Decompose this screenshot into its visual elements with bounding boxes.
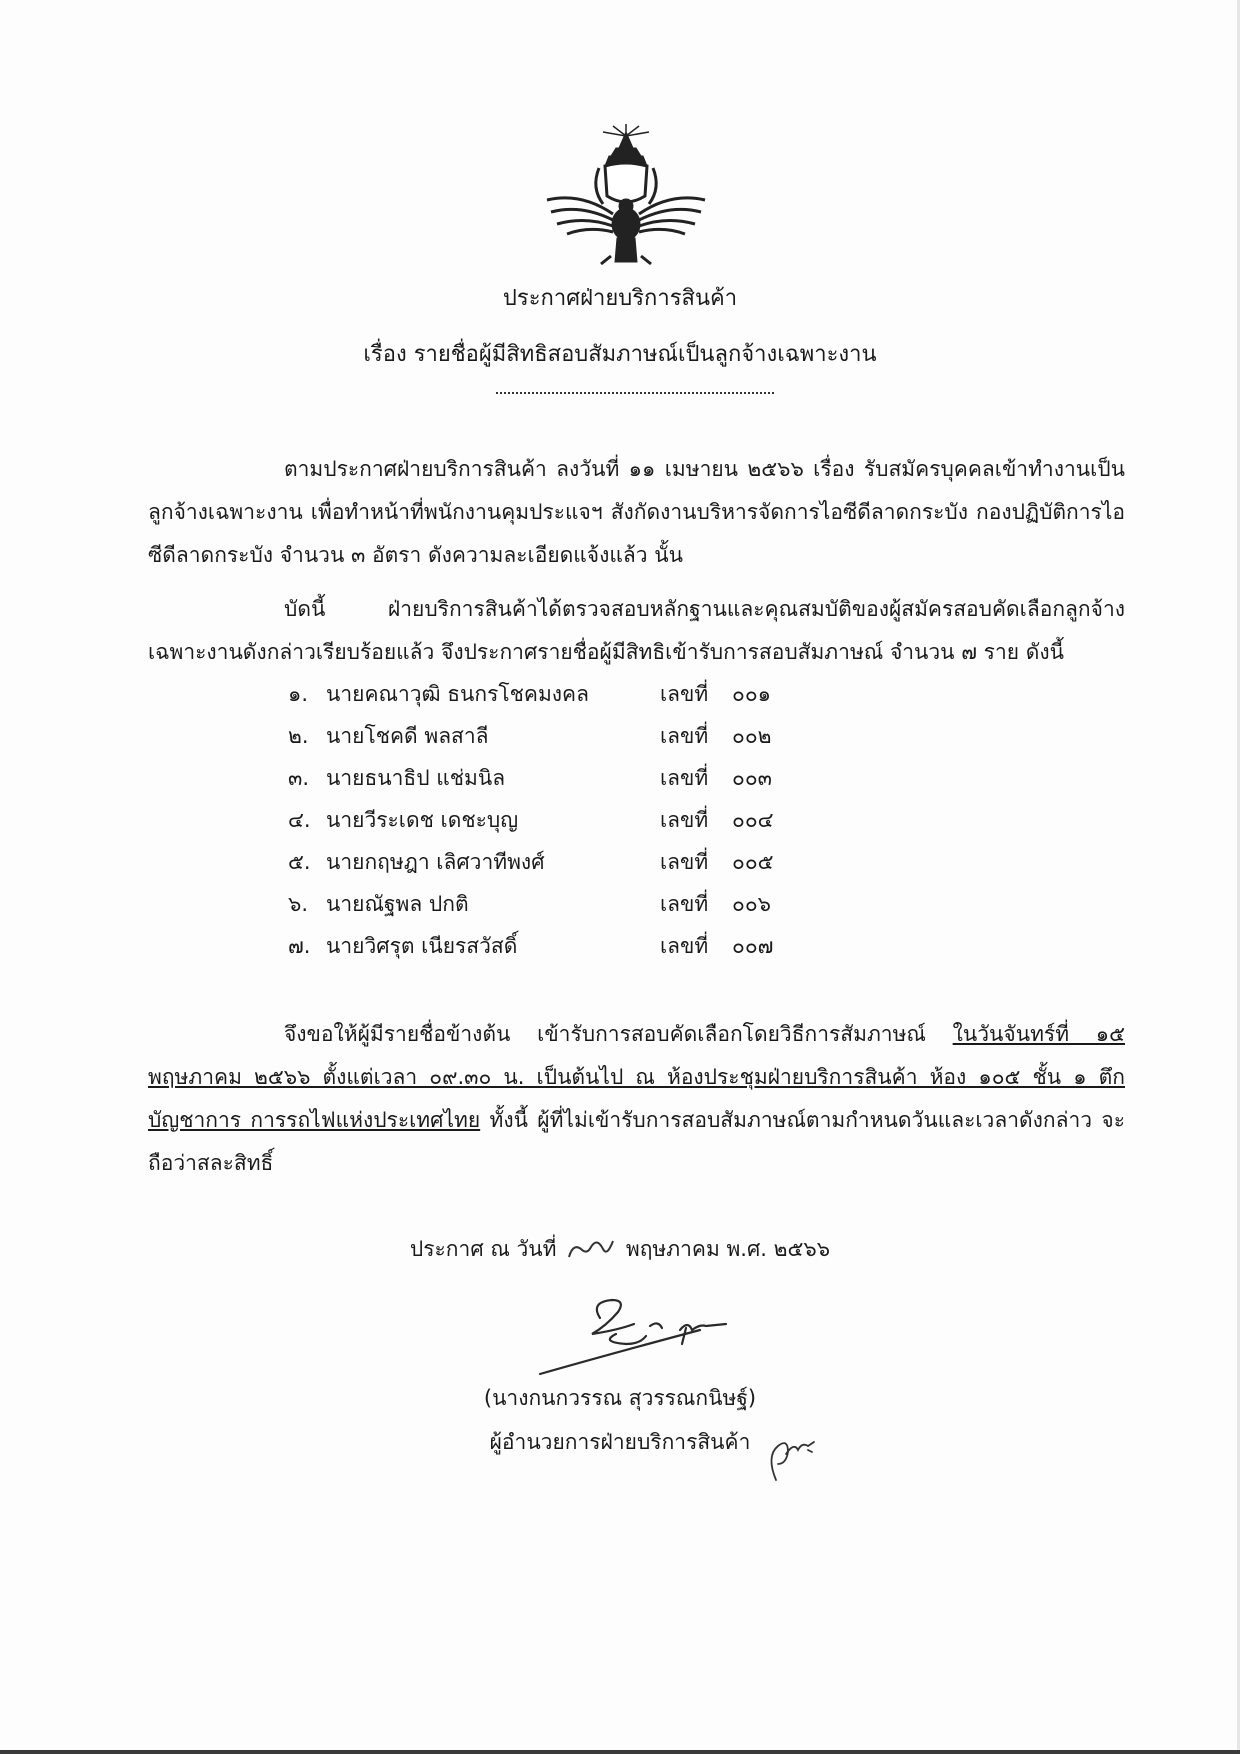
handwritten-day (563, 1235, 619, 1265)
candidate-name: นายวีระเดช เดชะบุญ (326, 807, 519, 832)
candidate-row (288, 925, 774, 967)
paragraph-verification: บัดนี้ ฝ่ายบริการสินค้าได้ตรวจสอบหลักฐานและคุณสมบัติของผู้สมัครสอบคัดเลือกลูกจ้างเฉพาะงานดังกล่าวเรียบร้อยแล้ว จึงประกาศรายชื่อผู้มีสิทธิเข้ารับการสอบสัมภาษณ์ จำนวน ๗ ราย ดังนี้ (148, 597, 1125, 664)
candidate-number-label: เลขที่ (660, 723, 709, 748)
candidate-name: นายวิศรุต เนียรสวัสดิ์ (326, 933, 518, 958)
schedule-intro-text: จึงขอให้ผู้มีรายชื่อข้างต้น เข้ารับการสอบคัดเลือกโดยวิธีการสัมภาษณ์ (284, 1022, 953, 1046)
announcement-date (0, 1233, 1240, 1266)
signer-name: (นางกนกวรรณ สุวรรณกนิษฐ์) (483, 1386, 757, 1410)
candidate-no: ๓. (288, 765, 310, 790)
candidate-name: นายโชคดี พลสาลี (326, 723, 489, 748)
candidate-name: นายธนาธิป แช่มนิล (326, 765, 506, 790)
candidate-no: ๕. (288, 849, 311, 874)
candidate-no: ๖. (288, 891, 309, 916)
announcement-title: ประกาศฝ่ายบริการสินค้า (502, 286, 738, 311)
candidate-number-label: เลขที่ (660, 933, 709, 958)
candidate-number: ๐๐๒ (732, 723, 772, 748)
date-prefix: ประกาศ ณ วันที่ (409, 1237, 557, 1261)
page-edge-bottom (0, 1750, 1240, 1754)
candidate-row (288, 799, 774, 841)
candidate-number-label: เลขที่ (660, 849, 709, 874)
candidate-no: ๒. (288, 723, 309, 748)
signer-position: ผู้อำนวยการฝ่ายบริการสินค้า (489, 1430, 751, 1454)
schedule-datetime-location: ในวันจันทร์ที่ ๑๕ พฤษภาคม ๒๕๖๖ ตั้งแต่เวลา ๐๙.๓๐ น. เป็นต้นไป ณ ห้องประชุมฝ่ายบริการสินค้า ห้อง ๑๐๕ ชั้น ๑ ตึกบัญชาการ การรถไฟแห่งประเทศไทย (148, 1022, 1125, 1132)
candidate-number: ๐๐๖ (732, 891, 771, 916)
candidate-row (288, 673, 774, 715)
announcement-subject: เรื่อง รายชื่อผู้มีสิทธิสอบสัมภาษณ์เป็นลูกจ้างเฉพาะงาน (363, 342, 877, 367)
date-suffix: พฤษภาคม พ.ศ. ๒๕๖๖ (625, 1237, 831, 1261)
candidate-number: ๐๐๕ (732, 849, 774, 874)
candidate-number: ๐๐๓ (732, 765, 772, 790)
candidate-number-label: เลขที่ (660, 891, 709, 916)
candidate-no: ๗. (288, 933, 311, 958)
candidate-no: ๑. (288, 681, 309, 706)
candidate-name: นายคณาวุฒิ ธนกรโชคมงคล (326, 681, 589, 706)
candidate-number-label: เลขที่ (660, 681, 709, 706)
railway-emblem-logo (541, 122, 711, 268)
paragraph-reference: ตามประกาศฝ่ายบริการสินค้า ลงวันที่ ๑๑ เมษายน ๒๕๖๖ เรื่อง รับสมัครบุคคลเข้าทำงานเป็นลูกจ้างเฉพาะงาน เพื่อทำหน้าที่พนักงานคุมประแจฯ สังกัดงานบริหารจัดการไอซีดีลาดกระบัง กองปฏิบัติการไอซีดีลาดกระบัง จำนวน ๓ อัตรา ดังความละเอียดแจ้งแล้ว นั้น (148, 457, 1125, 567)
candidate-row (288, 883, 774, 925)
candidate-number-label: เลขที่ (660, 765, 709, 790)
candidate-row (288, 757, 774, 799)
candidate-row (288, 715, 774, 757)
candidate-number: ๐๐๔ (732, 807, 774, 832)
paragraph-interview-schedule (148, 1013, 1125, 1185)
candidate-number-label: เลขที่ (660, 807, 709, 832)
candidate-name: นายกฤษฎา เลิศวาทีพงศ์ (326, 849, 545, 874)
candidate-row (288, 841, 774, 883)
candidate-number: ๐๐๗ (732, 933, 774, 958)
handwritten-initials (764, 1420, 824, 1484)
candidate-name: นายณัฐพล ปกติ (326, 891, 469, 916)
schedule-forfeit-notice: ทั้งนี้ ผู้ที่ไม่เข้ารับการสอบสัมภาษณ์ตามกำหนดวันและเวลาดังกล่าว จะถือว่าสละสิทธิ์ (148, 1108, 1125, 1175)
candidate-number: ๐๐๑ (732, 681, 771, 706)
candidate-list (288, 673, 774, 967)
handwritten-signature (530, 1290, 760, 1380)
dotted-separator (496, 392, 774, 394)
candidate-no: ๔. (288, 807, 311, 832)
